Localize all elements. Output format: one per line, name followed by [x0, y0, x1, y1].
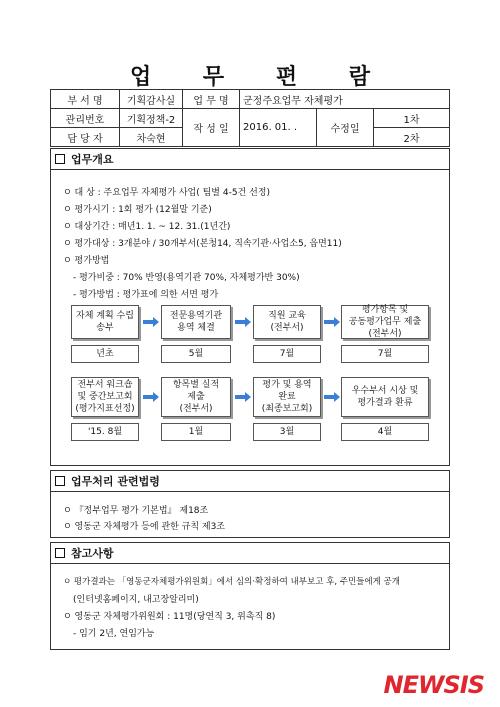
notes-section — [50, 542, 450, 650]
overview-section — [50, 148, 450, 466]
note-line: ㅇ 평가결과는 「영동군자체평가위원회」에서 심의·확정하여 내부보고 후, 주민들에게 공개 — [63, 577, 400, 587]
laws-section — [50, 470, 450, 538]
arrow-right-icon — [235, 392, 251, 402]
arrow-right-icon — [143, 392, 159, 402]
arrow-right-icon — [324, 392, 340, 402]
overview-line: ㅇ 평가대상 : 3개분야 / 30개부서(본청14, 직속기관·사업소5, 읍면11) — [63, 239, 342, 249]
overview-line: ㅇ 평가방법 — [63, 256, 110, 266]
overview-line: ㅇ 대상기간 : 매년1. 1. ~ 12. 31.(1년간) — [63, 222, 231, 232]
law-line: ㅇ 『정부업무 평가 기본법』 제18조 — [63, 506, 209, 516]
dept-label: 부 서 명 — [51, 90, 120, 109]
arrow-right-icon — [235, 317, 251, 327]
flow-step-3: 직원 교육 (전부서) — [253, 305, 321, 339]
flow-time-5: '15. 8월 — [71, 423, 139, 441]
square-bullet-icon — [55, 154, 65, 164]
flow-time-4: 7월 — [341, 345, 429, 363]
flow-step-6: 항목별 실적 제출 (전부서) — [161, 377, 231, 417]
law-line: ㅇ 영동군 자체평가 등에 관한 규칙 제3조 — [63, 522, 225, 532]
flow-step-4: 평가항목 및 공동평가업무 제출 (전부서) — [341, 305, 429, 339]
arrow-right-icon — [324, 317, 340, 327]
flow-time-1: 년초 — [71, 345, 139, 363]
person-value: 차숙현 — [120, 128, 183, 147]
flow-step-1: 자체 계획 수립 송부 — [71, 305, 139, 339]
overview-line: ㅇ 대 상 : 주요업무 자체평가 사업( 팀별 4-5건 선정) — [63, 188, 270, 198]
date-value: 2016. 01. . — [240, 109, 317, 147]
header-table — [50, 89, 450, 147]
flow-step-5: 전부서 워크숍 및 중간보고회 (평가지표선정) — [71, 377, 139, 417]
rev-label: 수정일 — [317, 109, 374, 147]
rev1: 1차 — [374, 109, 450, 128]
mgmt-label: 관리번호 — [51, 109, 120, 128]
flow-time-6: 1월 — [161, 423, 231, 441]
overview-line: - 평가비중 : 70% 반영(용역기관 70%, 자체평가반 30%) — [73, 273, 300, 283]
page-title: 업 무 편 람 — [130, 65, 392, 90]
flow-time-3: 7월 — [253, 345, 321, 363]
date-label: 작 성 일 — [183, 109, 240, 147]
dept-value: 기획감사실 — [120, 90, 183, 109]
newsis-watermark: NEWSIS — [383, 671, 484, 699]
flow-step-2: 전문용역기관 용역 체결 — [161, 305, 231, 339]
notes-heading: 참고사항 — [51, 543, 449, 564]
note-line: - 임기 2년, 연임가능 — [73, 629, 155, 639]
laws-heading: 업무처리 관련법령 — [51, 471, 449, 492]
flow-step-7: 평가 및 용역 완료 (최종보고회) — [253, 377, 321, 417]
square-bullet-icon — [55, 548, 65, 558]
overview-line: - 평가방법 : 평가표에 의한 서면 평가 — [73, 290, 219, 300]
flow-time-8: 4월 — [341, 423, 429, 441]
task-label: 업 무 명 — [183, 90, 240, 109]
flow-time-7: 3월 — [253, 423, 321, 441]
arrow-right-icon — [143, 317, 159, 327]
mgmt-value: 기획정책-2 — [120, 109, 183, 128]
square-bullet-icon — [55, 476, 65, 486]
person-label: 담 당 자 — [51, 128, 120, 147]
note-line: ㅇ 영동군 자체평가위원회 : 11명(당연직 3, 위촉직 8) — [63, 612, 276, 622]
rev2: 2차 — [374, 128, 450, 147]
flow-step-8: 우수부서 시상 및 평가결과 환류 — [341, 377, 429, 417]
overview-line: ㅇ 평가시기 : 1회 평가 (12월말 기준) — [63, 205, 212, 215]
overview-heading: 업무개요 — [51, 149, 449, 170]
note-line: (인터넷홈페이지, 내고장알리미) — [73, 595, 199, 605]
flow-time-2: 5월 — [161, 345, 231, 363]
task-value: 군정주요업무 자체평가 — [240, 90, 450, 109]
